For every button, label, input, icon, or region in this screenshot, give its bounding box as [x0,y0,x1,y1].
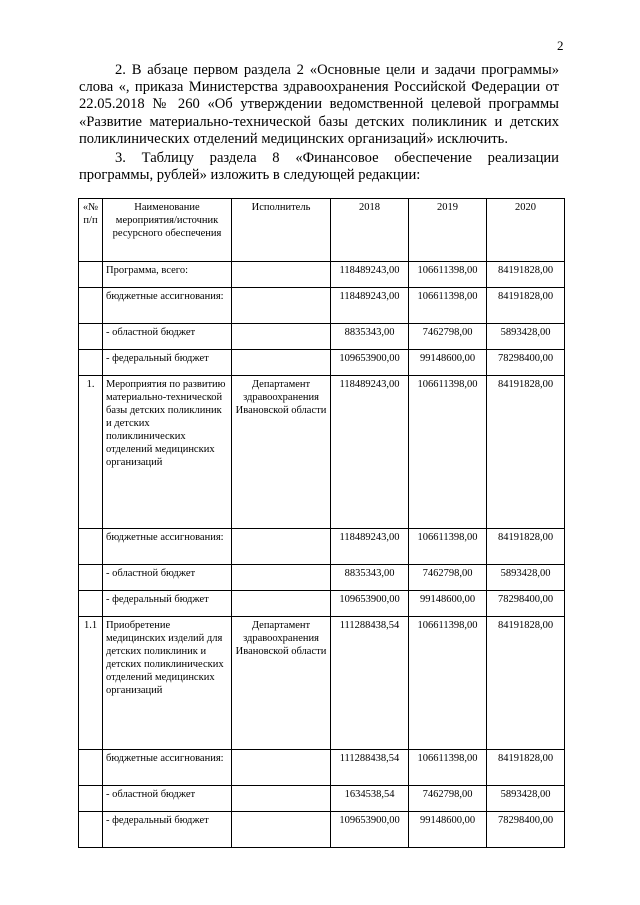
row-value-2019: 7462798,00 [409,565,487,591]
row-value-2019: 7462798,00 [409,786,487,812]
table-row [79,750,565,786]
row-number [79,750,103,786]
table-row [79,565,565,591]
row-number [79,324,103,350]
row-name: - федеральный бюджет [103,812,232,848]
row-value-2020: 5893428,00 [487,786,565,812]
table-row [79,812,565,848]
row-value-2018: 1634538,54 [331,786,409,812]
row-value-2019: 99148600,00 [409,591,487,617]
row-name: Приобретение медицинских изделий для детских поликлиник и детских поликлинических отделений медицинских организаций [103,617,232,750]
row-number [79,262,103,288]
financing-table [78,198,565,848]
row-value-2018: 118489243,00 [331,376,409,529]
header-executor: Исполнитель [232,199,331,262]
page-number: 2 [557,38,564,53]
row-value-2020: 78298400,00 [487,350,565,376]
row-value-2019: 99148600,00 [409,350,487,376]
row-value-2020: 84191828,00 [487,262,565,288]
row-value-2019: 106611398,00 [409,376,487,529]
row-number [79,350,103,376]
row-number: 1. [79,376,103,529]
row-executor [232,591,331,617]
paragraph-section-2-amendment [79,62,559,148]
row-number: 1.1 [79,617,103,750]
table-row [79,262,565,288]
row-executor [232,350,331,376]
row-value-2020: 84191828,00 [487,376,565,529]
row-value-2020: 84191828,00 [487,529,565,565]
row-value-2020: 84191828,00 [487,617,565,750]
row-value-2018: 8835343,00 [331,565,409,591]
paragraph-text: 3. Таблицу раздела 8 «Финансовое обеспечение реализации программы, рублей» изложить в следующей редакции: [79,150,559,184]
row-value-2018: 118489243,00 [331,529,409,565]
row-value-2019: 106611398,00 [409,617,487,750]
table-row [79,529,565,565]
header-number: «№ п/п [79,199,103,262]
row-value-2020: 84191828,00 [487,750,565,786]
row-name: - федеральный бюджет [103,591,232,617]
row-executor [232,812,331,848]
row-name: бюджетные ассигнования: [103,529,232,565]
row-executor [232,750,331,786]
row-executor: Департамент здравоохранения Ивановской области [232,376,331,529]
row-executor: Департамент здравоохранения Ивановской области [232,617,331,750]
row-name: - федеральный бюджет [103,350,232,376]
row-number [79,288,103,324]
row-number [79,786,103,812]
table-row [79,350,565,376]
row-name: бюджетные ассигнования: [103,750,232,786]
row-value-2018: 109653900,00 [331,591,409,617]
row-number [79,565,103,591]
header-name: Наименование мероприятия/источник ресурсного обеспечения [103,199,232,262]
row-value-2020: 78298400,00 [487,591,565,617]
table-row [79,591,565,617]
row-executor [232,786,331,812]
table-row [79,786,565,812]
row-value-2020: 5893428,00 [487,324,565,350]
table-row [79,324,565,350]
row-value-2018: 8835343,00 [331,324,409,350]
row-name: Программа, всего: [103,262,232,288]
header-2018: 2018 [331,199,409,262]
row-name: бюджетные ассигнования: [103,288,232,324]
row-executor [232,262,331,288]
table-header-row [79,199,565,262]
row-name: - областной бюджет [103,324,232,350]
row-number [79,591,103,617]
header-2019: 2019 [409,199,487,262]
row-value-2018: 111288438,54 [331,750,409,786]
row-value-2020: 84191828,00 [487,288,565,324]
paragraph-text: 2. В абзаце первом раздела 2 «Основные цели и задачи программы» слова «, приказа Министерства здравоохранения Российской Федерации от 22.05.2018 № 260 «Об утверждении ведомственной целевой программы «Развитие материально-технической базы детских поликлиник и детских поликлинических отделений медицинских организаций» исключить. [79,62,559,147]
table-row [79,376,565,529]
row-value-2019: 7462798,00 [409,324,487,350]
row-value-2018: 111288438,54 [331,617,409,750]
paragraph-section-8-amendment [79,150,559,184]
row-value-2020: 78298400,00 [487,812,565,848]
row-value-2019: 106611398,00 [409,288,487,324]
row-executor [232,565,331,591]
row-value-2019: 106611398,00 [409,262,487,288]
row-number [79,529,103,565]
row-value-2019: 99148600,00 [409,812,487,848]
table-row [79,617,565,750]
row-value-2018: 118489243,00 [331,288,409,324]
row-value-2019: 106611398,00 [409,750,487,786]
row-name: Мероприятия по развитию материально-технической базы детских поликлиник и детских поликлинических отделений медицинских организаций [103,376,232,529]
row-value-2018: 109653900,00 [331,812,409,848]
table-row [79,288,565,324]
row-value-2018: 109653900,00 [331,350,409,376]
row-value-2020: 5893428,00 [487,565,565,591]
row-executor [232,288,331,324]
row-executor [232,529,331,565]
row-name: - областной бюджет [103,565,232,591]
row-name: - областной бюджет [103,786,232,812]
row-value-2019: 106611398,00 [409,529,487,565]
row-value-2018: 118489243,00 [331,262,409,288]
row-executor [232,324,331,350]
row-number [79,812,103,848]
header-2020: 2020 [487,199,565,262]
